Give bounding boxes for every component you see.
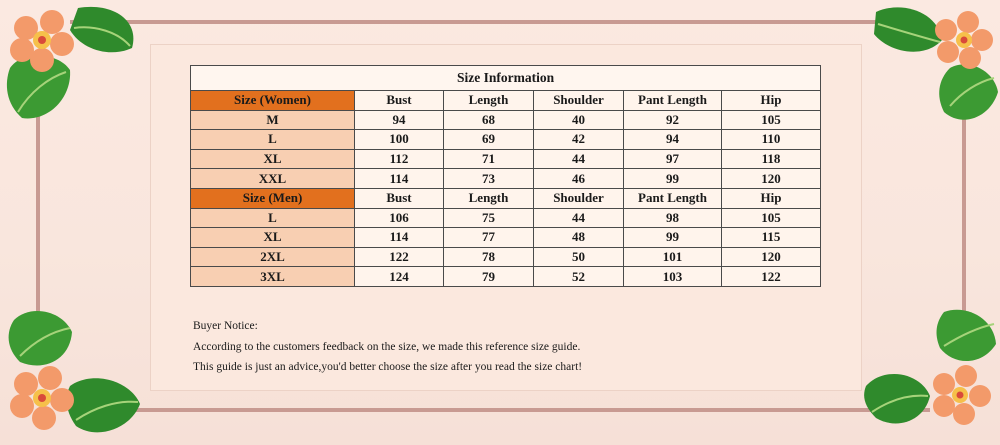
size-label-cell: 2XL: [191, 247, 355, 267]
measurement-cell: 44: [534, 208, 624, 228]
column-header: Shoulder: [534, 91, 624, 111]
measurement-cell: 92: [624, 110, 722, 130]
notice-line-1: According to the customers feedback on the size, we made this reference size guide.: [193, 340, 581, 353]
bottom-right-decoration: [860, 300, 1000, 445]
frame-bottom-line: [70, 408, 930, 412]
column-header: Pant Length: [624, 91, 722, 111]
measurement-cell: 120: [722, 247, 821, 267]
women-header-row: [191, 91, 821, 111]
column-header: Pant Length: [624, 188, 722, 208]
measurement-cell: 105: [722, 208, 821, 228]
size-label-cell: 3XL: [191, 267, 355, 287]
measurement-cell: 112: [355, 149, 444, 169]
column-header: Hip: [722, 188, 821, 208]
flower-icon: [933, 365, 991, 425]
notice-line-2: This guide is just an advice,you'd better choose the size after you read the size chart!: [193, 361, 583, 373]
measurement-cell: 100: [355, 130, 444, 150]
buyer-notice: [193, 316, 582, 378]
measurement-cell: 42: [534, 130, 624, 150]
leaf-icon: [67, 378, 140, 432]
top-right-decoration: [858, 0, 1000, 140]
column-header: Bust: [355, 188, 444, 208]
size-label-cell: XXL: [191, 169, 355, 189]
table-row: [191, 110, 821, 130]
column-header: Length: [444, 188, 534, 208]
column-header: Length: [444, 91, 534, 111]
flower-icon: [10, 366, 74, 430]
measurement-cell: 114: [355, 169, 444, 189]
measurement-cell: 101: [624, 247, 722, 267]
measurement-cell: 110: [722, 130, 821, 150]
measurement-cell: 118: [722, 149, 821, 169]
measurement-cell: 98: [624, 208, 722, 228]
table-title: Size Information: [191, 66, 821, 91]
measurement-cell: 114: [355, 228, 444, 248]
leaf-icon: [874, 7, 942, 51]
leaf-icon: [864, 374, 930, 423]
bottom-left-decoration: [0, 300, 160, 445]
frame-top-line: [70, 20, 930, 24]
top-left-decoration: [0, 0, 150, 140]
men-header-row: [191, 188, 821, 208]
table-row: [191, 267, 821, 287]
leaf-icon: [9, 311, 72, 366]
table-title-row: [191, 66, 821, 91]
measurement-cell: 122: [722, 267, 821, 287]
table-row: [191, 149, 821, 169]
measurement-cell: 103: [624, 267, 722, 287]
leaf-icon: [939, 64, 998, 119]
measurement-cell: 94: [624, 130, 722, 150]
notice-title: Buyer Notice:: [193, 320, 258, 332]
measurement-cell: 69: [444, 130, 534, 150]
measurement-cell: 46: [534, 169, 624, 189]
size-label-cell: XL: [191, 149, 355, 169]
column-header: Hip: [722, 91, 821, 111]
measurement-cell: 71: [444, 149, 534, 169]
size-table: [190, 65, 821, 287]
measurement-cell: 105: [722, 110, 821, 130]
measurement-cell: 115: [722, 228, 821, 248]
measurement-cell: 52: [534, 267, 624, 287]
measurement-cell: 48: [534, 228, 624, 248]
table-row: [191, 208, 821, 228]
measurement-cell: 99: [624, 169, 722, 189]
column-header: Bust: [355, 91, 444, 111]
men-section: [191, 188, 821, 286]
size-label-cell: L: [191, 130, 355, 150]
measurement-cell: 78: [444, 247, 534, 267]
column-header: Shoulder: [534, 188, 624, 208]
measurement-cell: 77: [444, 228, 534, 248]
size-label-cell: M: [191, 110, 355, 130]
size-label-cell: XL: [191, 228, 355, 248]
measurement-cell: 122: [355, 247, 444, 267]
measurement-cell: 68: [444, 110, 534, 130]
leaf-icon: [70, 7, 133, 52]
table-row: [191, 247, 821, 267]
measurement-cell: 79: [444, 267, 534, 287]
measurement-cell: 124: [355, 267, 444, 287]
table-row: [191, 169, 821, 189]
measurement-cell: 106: [355, 208, 444, 228]
measurement-cell: 99: [624, 228, 722, 248]
table-row: [191, 228, 821, 248]
table-row: [191, 130, 821, 150]
column-header: Size (Women): [191, 91, 355, 111]
measurement-cell: 40: [534, 110, 624, 130]
measurement-cell: 50: [534, 247, 624, 267]
flower-icon: [935, 11, 993, 69]
size-label-cell: L: [191, 208, 355, 228]
women-section: [191, 91, 821, 189]
measurement-cell: 120: [722, 169, 821, 189]
measurement-cell: 73: [444, 169, 534, 189]
leaf-icon: [937, 310, 996, 361]
measurement-cell: 75: [444, 208, 534, 228]
measurement-cell: 94: [355, 110, 444, 130]
column-header: Size (Men): [191, 188, 355, 208]
measurement-cell: 44: [534, 149, 624, 169]
measurement-cell: 97: [624, 149, 722, 169]
